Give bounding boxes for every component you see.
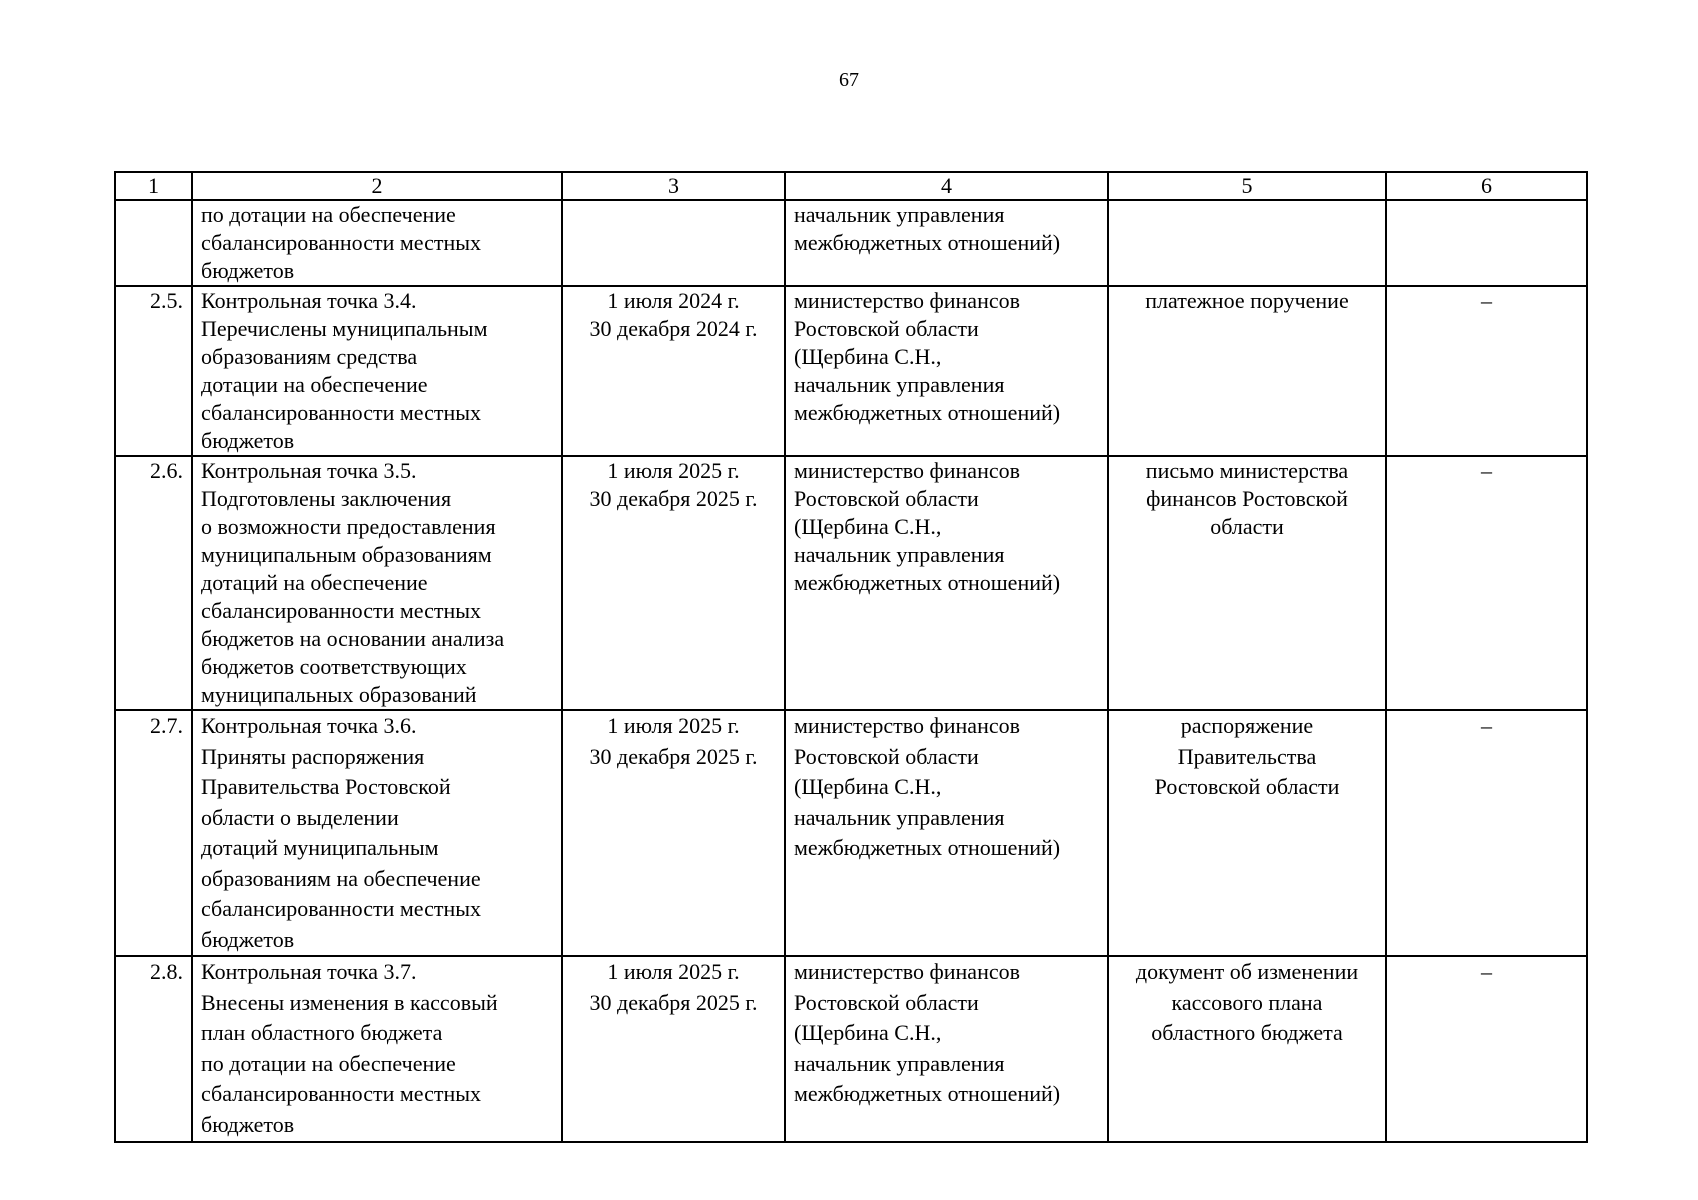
event-text: Контрольная точка 3.5. Подготовлены заключения о возможности предоставления муниципальным образованиям дотаций на обеспечение сбалансированности местных бюджетов на основании анализа бюджетов соответствующих муниципальных образований: [201, 458, 505, 707]
row-number: 2.5.: [150, 288, 183, 313]
document-text: распоряжение Правительства Ростовской области: [1154, 713, 1340, 799]
column-header-5: 5: [1108, 172, 1386, 200]
event-cell: [192, 710, 562, 956]
document-text: письмо министерства финансов Ростовской области: [1145, 458, 1349, 539]
column-header-4: 4: [785, 172, 1108, 200]
note-text: –: [1481, 458, 1492, 483]
row-number-cell: [115, 286, 192, 456]
table-row: [115, 956, 1587, 1142]
table-row: [115, 286, 1587, 456]
header-row: [115, 172, 1587, 200]
row-number: 2.6.: [150, 458, 183, 483]
responsible-cell: [785, 710, 1108, 956]
dates-cell: [562, 710, 785, 956]
document-cell: [1108, 456, 1386, 710]
document-cell: [1108, 200, 1386, 286]
responsible-text: начальник управления межбюджетных отношений): [794, 202, 1061, 255]
note-cell: [1386, 286, 1587, 456]
note-cell: [1386, 456, 1587, 710]
dates-cell: [562, 456, 785, 710]
dates-cell: [562, 956, 785, 1142]
responsible-cell: [785, 286, 1108, 456]
table-body: [115, 200, 1587, 1142]
dates-cell: [562, 200, 785, 286]
column-header-3: 3: [562, 172, 785, 200]
table-row: [115, 710, 1587, 956]
dates-cell: [562, 286, 785, 456]
note-cell: [1386, 956, 1587, 1142]
row-number-cell: [115, 710, 192, 956]
row-number-cell: [115, 456, 192, 710]
event-text: по дотации на обеспечение сбалансированности местных бюджетов: [201, 202, 482, 283]
event-text: Контрольная точка 3.7. Внесены изменения в кассовый план областного бюджета по дотации на обеспечение сбалансированности местных бюджетов: [201, 959, 498, 1137]
note-cell: [1386, 200, 1587, 286]
dates-text: 1 июля 2024 г. 30 декабря 2024 г.: [589, 288, 758, 341]
row-number-cell: [115, 200, 192, 286]
dates-text: 1 июля 2025 г. 30 декабря 2025 г.: [589, 713, 758, 769]
dates-text: 1 июля 2025 г. 30 декабря 2025 г.: [589, 959, 758, 1015]
table-row: [115, 456, 1587, 710]
document-cell: [1108, 710, 1386, 956]
table-header: [115, 172, 1587, 200]
plan-table: [114, 171, 1588, 1143]
row-number: 2.8.: [150, 959, 183, 984]
document-cell: [1108, 956, 1386, 1142]
event-cell: [192, 956, 562, 1142]
row-number-cell: [115, 956, 192, 1142]
document-text: документ об изменении кассового плана областного бюджета: [1135, 959, 1359, 1045]
event-cell: [192, 456, 562, 710]
responsible-text: министерство финансов Ростовской области (Щербина С.Н., начальник управления межбюджетных отношений): [794, 959, 1061, 1106]
responsible-text: министерство финансов Ростовской области (Щербина С.Н., начальник управления межбюджетных отношений): [794, 458, 1061, 595]
responsible-text: министерство финансов Ростовской области (Щербина С.Н., начальник управления межбюджетных отношений): [794, 713, 1061, 860]
event-cell: [192, 200, 562, 286]
note-text: –: [1481, 713, 1492, 738]
column-header-2: 2: [192, 172, 562, 200]
note-text: –: [1481, 959, 1492, 984]
event-text: Контрольная точка 3.6. Приняты распоряжения Правительства Ростовской области о выделении дотаций муниципальным образованиям на обеспечение сбалансированности местных бюджетов: [201, 713, 482, 952]
event-cell: [192, 286, 562, 456]
document-text: платежное поручение: [1145, 288, 1349, 313]
column-header-6: 6: [1386, 172, 1587, 200]
dates-text: 1 июля 2025 г. 30 декабря 2025 г.: [589, 458, 758, 511]
note-cell: [1386, 710, 1587, 956]
table-row: [115, 200, 1587, 286]
note-text: –: [1481, 288, 1492, 313]
page-number: 67: [839, 69, 859, 91]
row-number: 2.7.: [150, 713, 183, 738]
column-header-1: 1: [115, 172, 192, 200]
responsible-cell: [785, 456, 1108, 710]
responsible-text: министерство финансов Ростовской области (Щербина С.Н., начальник управления межбюджетных отношений): [794, 288, 1061, 425]
event-text: Контрольная точка 3.4. Перечислены муниципальным образованиям средства дотации на обеспечение сбалансированности местных бюджетов: [201, 288, 488, 453]
responsible-cell: [785, 956, 1108, 1142]
document-cell: [1108, 286, 1386, 456]
responsible-cell: [785, 200, 1108, 286]
